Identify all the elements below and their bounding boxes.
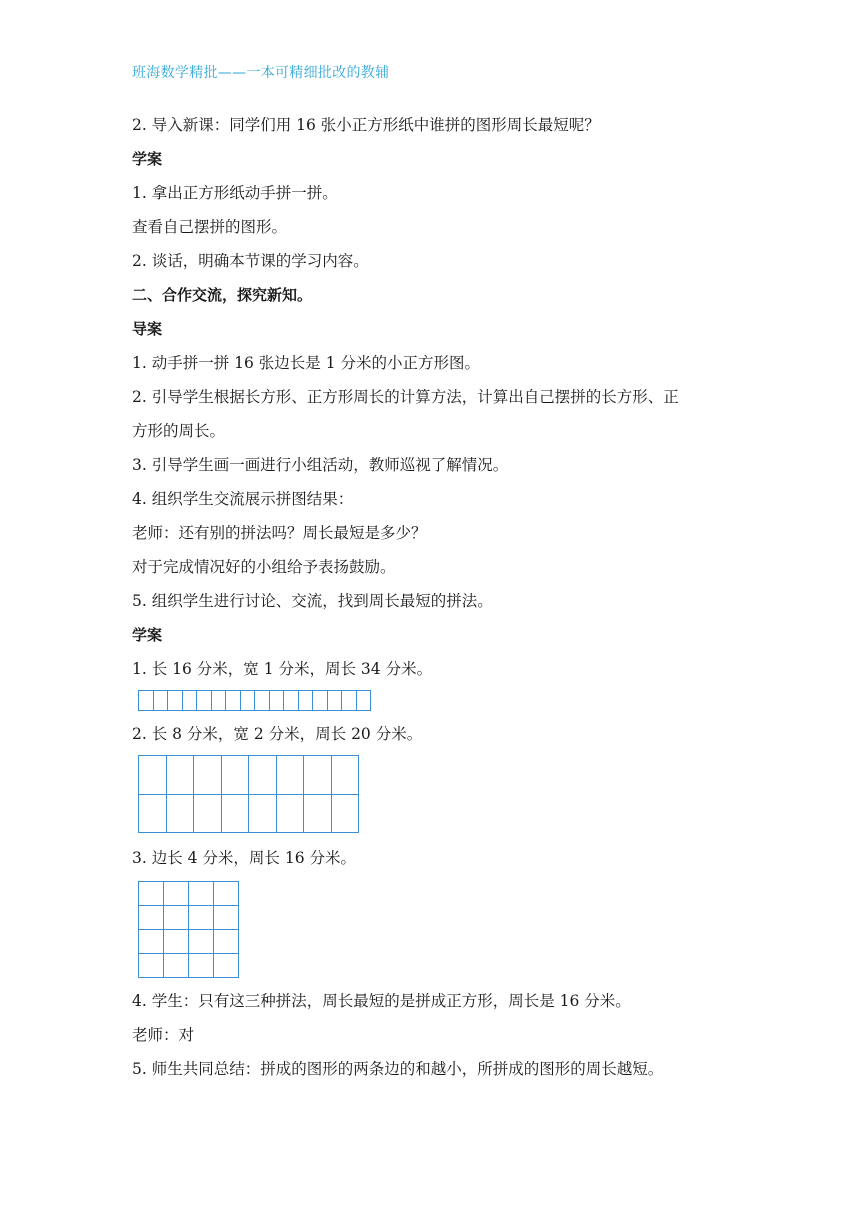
grid-cell — [214, 954, 239, 978]
grid-cell — [183, 691, 198, 711]
grid-cell — [139, 691, 154, 711]
grid-cell — [222, 756, 250, 795]
grid-cell — [313, 691, 328, 711]
grid-cell — [212, 691, 227, 711]
grid-cell — [342, 691, 357, 711]
grid-cell — [164, 882, 189, 906]
grid-cell — [139, 906, 164, 930]
grid-cell — [197, 691, 212, 711]
grid-cell — [304, 756, 332, 795]
grid-cell — [139, 930, 164, 954]
grid-cell — [139, 882, 164, 906]
grid-4x4-figure — [138, 881, 239, 978]
paragraph: 5. 组织学生进行讨论、交流，找到周长最短的拼法。 — [132, 592, 493, 610]
paragraph: 老师：对 — [132, 1026, 195, 1044]
grid-cell — [164, 930, 189, 954]
paragraph: 2. 引导学生根据长方形、正方形周长的计算方法，计算出自己摆拼的长方形、正 — [132, 388, 679, 406]
grid-cell — [299, 691, 314, 711]
grid-cell — [328, 691, 343, 711]
paragraph: 2. 谈话，明确本节课的学习内容。 — [132, 252, 369, 270]
grid-cell — [214, 906, 239, 930]
grid-cell — [164, 906, 189, 930]
grid-cell — [189, 954, 214, 978]
grid-cell — [214, 882, 239, 906]
grid-cell — [255, 691, 270, 711]
grid-cell — [168, 691, 183, 711]
grid-cell — [154, 691, 169, 711]
paragraph: 5. 师生共同总结：拼成的图形的两条边的和越小，所拼成的图形的周长越短。 — [132, 1060, 664, 1078]
grid-cell — [332, 795, 360, 834]
intro-line: 2. 导入新课：同学们用 16 张小正方形纸中谁拼的图形周长最短呢？ — [132, 116, 600, 134]
grid-cell — [249, 795, 277, 834]
paragraph: 1. 拿出正方形纸动手拼一拼。 — [132, 184, 338, 202]
section-heading-cooperation: 二、合作交流，探究新知。 — [132, 286, 313, 304]
answer-line-3: 3. 边长 4 分米，周长 16 分米。 — [132, 849, 357, 867]
document-body — [132, 108, 732, 1086]
grid-cell — [277, 795, 305, 834]
grid-cell — [214, 930, 239, 954]
paragraph: 4. 学生：只有这三种拼法，周长最短的是拼成正方形，周长是 16 分米。 — [132, 992, 631, 1010]
grid-cell — [332, 756, 360, 795]
paragraph: 查看自己摆拼的图形。 — [132, 218, 288, 236]
grid-cell — [189, 906, 214, 930]
paragraph: 1. 动手拼一拼 16 张边长是 1 分米的小正方形图。 — [132, 354, 481, 372]
grid-cell — [222, 795, 250, 834]
grid-cell — [167, 756, 195, 795]
grid-cell — [194, 795, 222, 834]
grid-cell — [139, 756, 167, 795]
grid-cell — [139, 795, 167, 834]
grid-cell — [249, 756, 277, 795]
section-heading-daoan: 导案 — [132, 320, 163, 338]
header-title: 班海数学精批——一本可精细批改的教辅 — [132, 65, 390, 81]
grid-cell — [284, 691, 299, 711]
grid-cell — [194, 756, 222, 795]
grid-cell — [304, 795, 332, 834]
grid-cell — [241, 691, 256, 711]
paragraph: 老师：还有别的拼法吗？周长最短是多少？ — [132, 524, 427, 542]
grid-cell — [164, 954, 189, 978]
answer-line-2: 2. 长 8 分米，宽 2 分米，周长 20 分米。 — [132, 725, 423, 743]
grid-cell — [167, 795, 195, 834]
grid-8x2-figure — [138, 755, 359, 833]
paragraph: 方形的周长。 — [132, 422, 226, 440]
section-heading-xuean-2: 学案 — [132, 626, 163, 644]
grid-cell — [357, 691, 372, 711]
grid-cell — [189, 930, 214, 954]
answer-line-1: 1. 长 16 分米，宽 1 分米，周长 34 分米。 — [132, 660, 433, 678]
grid-cell — [270, 691, 285, 711]
paragraph: 3. 引导学生画一画进行小组活动，教师巡视了解情况。 — [132, 456, 509, 474]
grid-16x1-figure — [138, 690, 371, 711]
section-heading-xuean: 学案 — [132, 150, 163, 168]
paragraph: 4. 组织学生交流展示拼图结果： — [132, 490, 354, 508]
grid-cell — [226, 691, 241, 711]
grid-cell — [189, 882, 214, 906]
paragraph: 对于完成情况好的小组给予表扬鼓励。 — [132, 558, 396, 576]
grid-cell — [139, 954, 164, 978]
grid-cell — [277, 756, 305, 795]
